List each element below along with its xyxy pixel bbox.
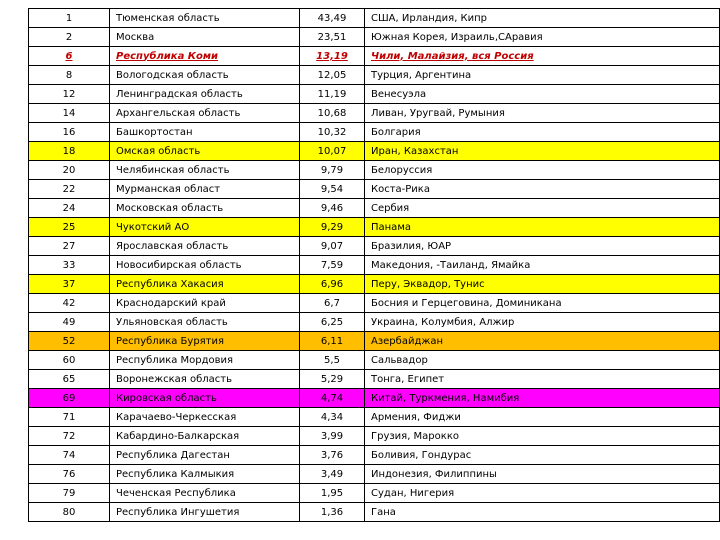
rank-cell: 18 — [29, 142, 110, 161]
table-row — [29, 161, 720, 180]
region-cell: Архангельская область — [110, 104, 300, 123]
table-row — [29, 180, 720, 199]
countries-cell: Перу, Эквадор, Тунис — [365, 275, 720, 294]
countries-cell: Панама — [365, 218, 720, 237]
region-cell: Омская область — [110, 142, 300, 161]
countries-cell: Иран, Казахстан — [365, 142, 720, 161]
table-row — [29, 275, 720, 294]
value-cell: 5,5 — [300, 351, 365, 370]
rank-cell: 76 — [29, 465, 110, 484]
value-cell: 7,59 — [300, 256, 365, 275]
table-row — [29, 199, 720, 218]
countries-cell: Сербия — [365, 199, 720, 218]
table-row — [29, 408, 720, 427]
value-cell: 1,36 — [300, 503, 365, 522]
value-cell: 9,79 — [300, 161, 365, 180]
rank-cell: 52 — [29, 332, 110, 351]
table-row — [29, 85, 720, 104]
countries-cell: Индонезия, Филиппины — [365, 465, 720, 484]
rank-cell: 1 — [29, 9, 110, 28]
rank-cell: 12 — [29, 85, 110, 104]
table-row — [29, 104, 720, 123]
region-cell: Ульяновская область — [110, 313, 300, 332]
rank-cell: 72 — [29, 427, 110, 446]
value-cell: 11,19 — [300, 85, 365, 104]
region-cell: Республика Коми — [110, 47, 300, 66]
value-cell: 6,11 — [300, 332, 365, 351]
rank-cell: 33 — [29, 256, 110, 275]
countries-cell: Китай, Туркмения, Намибия — [365, 389, 720, 408]
rank-cell: 20 — [29, 161, 110, 180]
rank-cell: 80 — [29, 503, 110, 522]
rank-cell: 69 — [29, 389, 110, 408]
table-row — [29, 484, 720, 503]
region-cell: Республика Бурятия — [110, 332, 300, 351]
value-cell: 4,34 — [300, 408, 365, 427]
table-row — [29, 370, 720, 389]
region-cell: Кировская область — [110, 389, 300, 408]
region-cell: Карачаево-Черкесская — [110, 408, 300, 427]
countries-cell: Коста-Рика — [365, 180, 720, 199]
value-cell: 6,96 — [300, 275, 365, 294]
countries-cell: Македония, -Таиланд, Ямайка — [365, 256, 720, 275]
value-cell: 10,32 — [300, 123, 365, 142]
table-row — [29, 218, 720, 237]
rank-cell: 42 — [29, 294, 110, 313]
region-cell: Вологодская область — [110, 66, 300, 85]
region-cell: Краснодарский край — [110, 294, 300, 313]
table-row — [29, 427, 720, 446]
value-cell: 9,46 — [300, 199, 365, 218]
rank-cell: 16 — [29, 123, 110, 142]
value-cell: 3,49 — [300, 465, 365, 484]
table-row — [29, 351, 720, 370]
table-row — [29, 142, 720, 161]
rank-cell: 71 — [29, 408, 110, 427]
value-cell: 6,7 — [300, 294, 365, 313]
value-cell: 9,29 — [300, 218, 365, 237]
countries-cell: Ливан, Уругвай, Румыния — [365, 104, 720, 123]
rank-cell: 14 — [29, 104, 110, 123]
table-row — [29, 332, 720, 351]
rank-cell: 2 — [29, 28, 110, 47]
region-cell: Республика Калмыкия — [110, 465, 300, 484]
countries-cell: Гана — [365, 503, 720, 522]
region-cell: Новосибирская область — [110, 256, 300, 275]
rank-cell: 6 — [29, 47, 110, 66]
region-cell: Воронежская область — [110, 370, 300, 389]
rank-cell: 37 — [29, 275, 110, 294]
value-cell: 10,07 — [300, 142, 365, 161]
rank-cell: 65 — [29, 370, 110, 389]
countries-cell: Южная Корея, Израиль,САравия — [365, 28, 720, 47]
countries-cell: Армения, Фиджи — [365, 408, 720, 427]
countries-cell: Украина, Колумбия, Алжир — [365, 313, 720, 332]
value-cell: 6,25 — [300, 313, 365, 332]
region-cell: Тюменская область — [110, 9, 300, 28]
rank-cell: 8 — [29, 66, 110, 85]
region-cell: Кабардино-Балкарская — [110, 427, 300, 446]
countries-cell: Сальвадор — [365, 351, 720, 370]
rank-cell: 74 — [29, 446, 110, 465]
table-row — [29, 294, 720, 313]
rank-cell: 79 — [29, 484, 110, 503]
value-cell: 12,05 — [300, 66, 365, 85]
table-row — [29, 123, 720, 142]
region-cell: Москва — [110, 28, 300, 47]
rank-cell: 22 — [29, 180, 110, 199]
value-cell: 9,07 — [300, 237, 365, 256]
table-row — [29, 28, 720, 47]
regions-table-body — [29, 9, 720, 522]
region-cell: Челябинская область — [110, 161, 300, 180]
countries-cell: Чили, Малайзия, вся Россия — [365, 47, 720, 66]
region-cell: Чукотский АО — [110, 218, 300, 237]
table-row — [29, 256, 720, 275]
countries-cell: Азербайджан — [365, 332, 720, 351]
table-row — [29, 465, 720, 484]
value-cell: 23,51 — [300, 28, 365, 47]
countries-cell: Венесуэла — [365, 85, 720, 104]
countries-cell: Болгария — [365, 123, 720, 142]
value-cell: 9,54 — [300, 180, 365, 199]
region-cell: Московская область — [110, 199, 300, 218]
region-cell: Ленинградская область — [110, 85, 300, 104]
region-cell: Мурманская област — [110, 180, 300, 199]
region-cell: Ярославская область — [110, 237, 300, 256]
countries-cell: Судан, Нигерия — [365, 484, 720, 503]
table-row — [29, 503, 720, 522]
rank-cell: 25 — [29, 218, 110, 237]
rank-cell: 60 — [29, 351, 110, 370]
countries-cell: Турция, Аргентина — [365, 66, 720, 85]
countries-cell: Боливия, Гондурас — [365, 446, 720, 465]
value-cell: 1,95 — [300, 484, 365, 503]
table-row — [29, 9, 720, 28]
rank-cell: 49 — [29, 313, 110, 332]
region-cell: Республика Ингушетия — [110, 503, 300, 522]
region-cell: Чеченская Республика — [110, 484, 300, 503]
value-cell: 10,68 — [300, 104, 365, 123]
table-row — [29, 389, 720, 408]
rank-cell: 24 — [29, 199, 110, 218]
value-cell: 3,76 — [300, 446, 365, 465]
countries-cell: Бразилия, ЮАР — [365, 237, 720, 256]
regions-table — [28, 8, 720, 522]
value-cell: 5,29 — [300, 370, 365, 389]
value-cell: 43,49 — [300, 9, 365, 28]
table-row — [29, 313, 720, 332]
value-cell: 13,19 — [300, 47, 365, 66]
region-cell: Республика Дагестан — [110, 446, 300, 465]
countries-cell: Тонга, Египет — [365, 370, 720, 389]
countries-cell: США, Ирландия, Кипр — [365, 9, 720, 28]
table-row — [29, 47, 720, 66]
countries-cell: Белоруссия — [365, 161, 720, 180]
table-row — [29, 237, 720, 256]
table-row — [29, 446, 720, 465]
table-row — [29, 66, 720, 85]
region-cell: Башкортостан — [110, 123, 300, 142]
region-cell: Республика Мордовия — [110, 351, 300, 370]
value-cell: 4,74 — [300, 389, 365, 408]
countries-cell: Грузия, Марокко — [365, 427, 720, 446]
region-cell: Республика Хакасия — [110, 275, 300, 294]
value-cell: 3,99 — [300, 427, 365, 446]
rank-cell: 27 — [29, 237, 110, 256]
countries-cell: Босния и Герцеговина, Доминикана — [365, 294, 720, 313]
